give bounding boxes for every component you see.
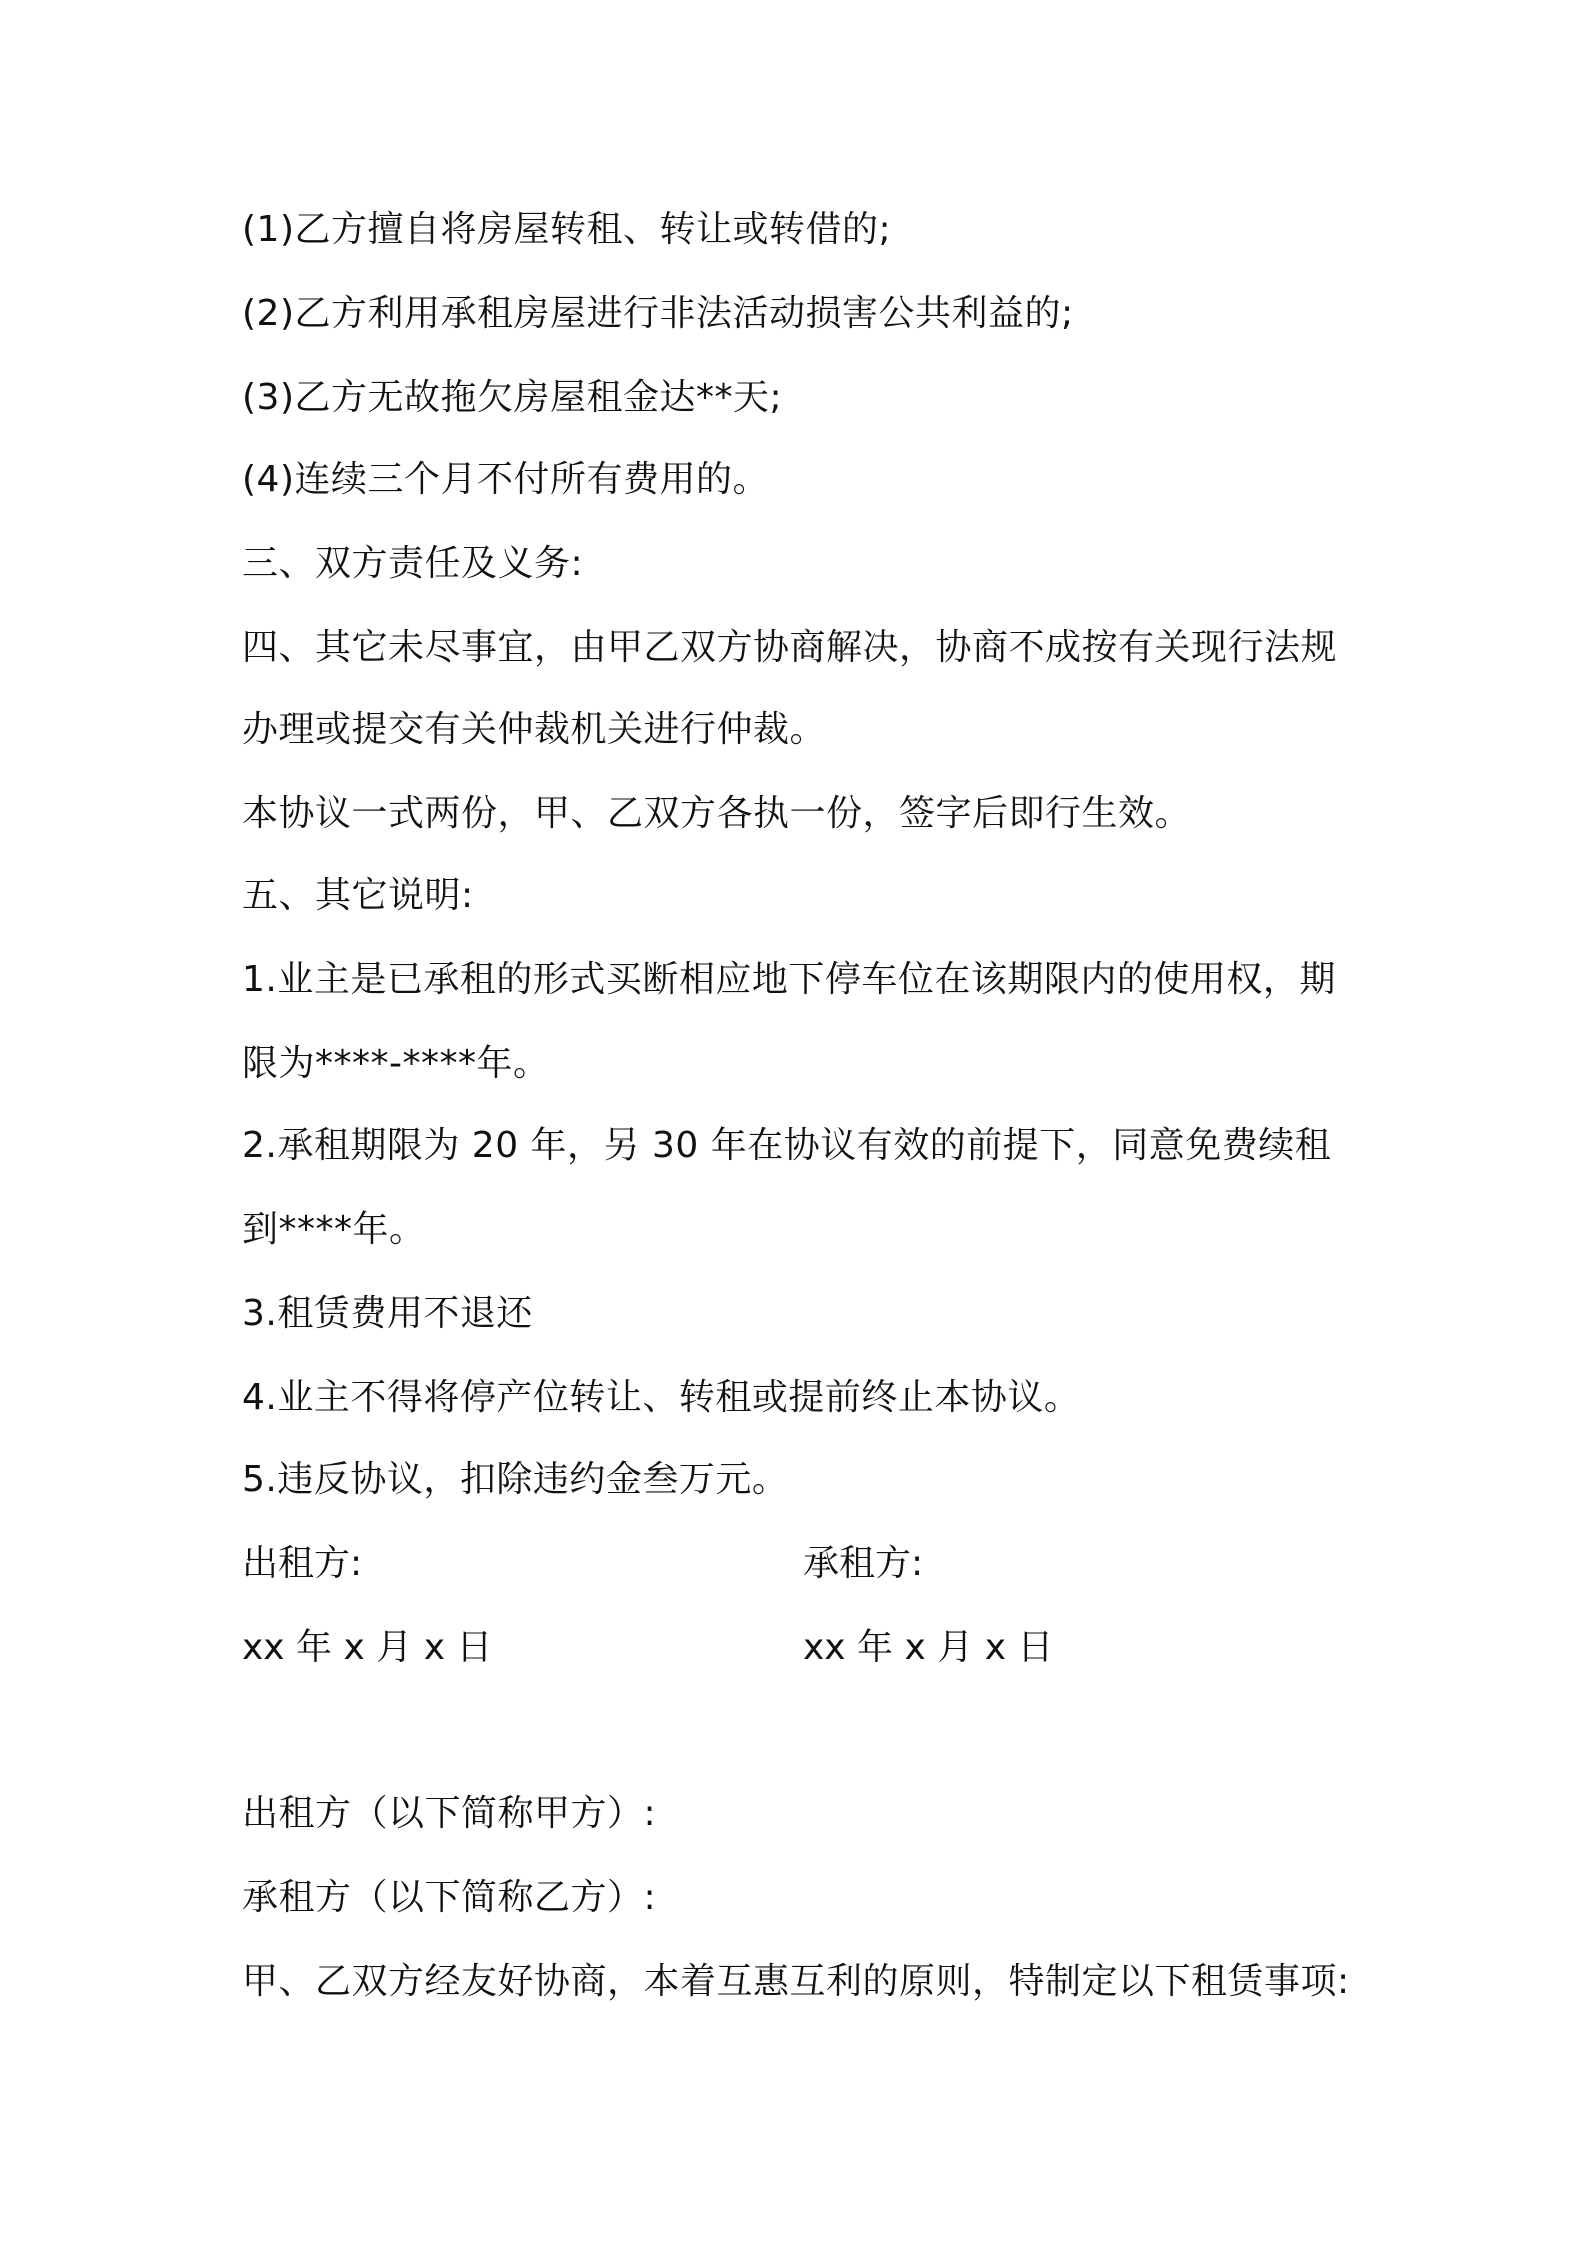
note-5: 5.违反协议，扣除违约金叁万元。 [242, 1459, 789, 1500]
lessor-label: 出租方: [242, 1543, 363, 1584]
section-3-heading: 三、双方责任及义务: [242, 543, 584, 584]
clause-1: (1)乙方擅自将房屋转租、转让或转借的; [242, 209, 892, 250]
note-1-line-1: 1.业主是已承租的形式买断相应地下停车位在该期限内的使用权，期 [242, 959, 1336, 1000]
party-a-line: 出租方（以下简称甲方）: [242, 1793, 657, 1834]
note-2-line-1: 2.承租期限为 20 年，另 30 年在协议有效的前提下，同意免费续租 [242, 1125, 1332, 1166]
validity-statement: 本协议一式两份，甲、乙双方各执一份，签字后即行生效。 [242, 793, 1192, 834]
lessee-label: 承租方: [803, 1543, 924, 1584]
party-b-line: 承租方（以下简称乙方）: [242, 1877, 657, 1918]
note-1-line-2: 限为****-****年。 [242, 1043, 550, 1084]
note-3: 3.租赁费用不退还 [242, 1293, 533, 1334]
section-4-line-2: 办理或提交有关仲裁机关进行仲裁。 [242, 709, 827, 750]
section-4-line-1: 四、其它未尽事宜，由甲乙双方协商解决，协商不成按有关现行法规 [242, 627, 1338, 668]
clause-2: (2)乙方利用承租房屋进行非法活动损害公共利益的; [242, 293, 1074, 334]
note-4: 4.业主不得将停产位转让、转租或提前终止本协议。 [242, 1377, 1081, 1418]
clause-4: (4)连续三个月不付所有费用的。 [242, 459, 769, 500]
note-2-line-2: 到****年。 [242, 1209, 426, 1250]
section-5-heading: 五、其它说明: [242, 875, 474, 916]
clause-3: (3)乙方无故拖欠房屋租金达**天; [242, 377, 783, 418]
contract-intro: 甲、乙双方经友好协商，本着互惠互利的原则，特制定以下租赁事项: [242, 1961, 1350, 2002]
lessee-date: xx 年 x 月 x 日 [803, 1627, 1054, 1668]
lessor-date: xx 年 x 月 x 日 [242, 1627, 493, 1668]
